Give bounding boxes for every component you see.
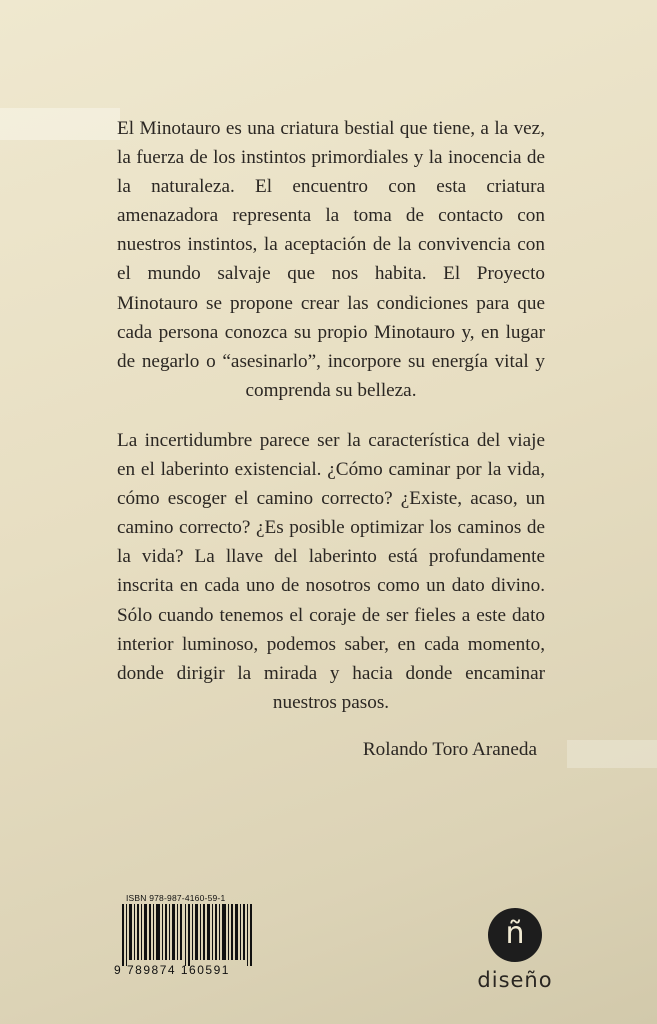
publisher-name: diseño — [477, 968, 553, 992]
isbn-label: ISBN 978-987-4160-59-1 — [126, 893, 226, 903]
barcode-bars-icon — [122, 904, 258, 966]
light-glare — [567, 740, 657, 768]
barcode-digits: 9 789874 160591 — [114, 963, 230, 977]
publisher-logo-icon — [488, 908, 542, 962]
synopsis-paragraph-2: La incertidumbre parece ser la característica del viaje en el laberinto existencial. ¿Cómo caminar por la vida, cómo escoger el camino correcto? ¿Existe, acaso, un camino correcto? ¿Es posible optimizar los caminos de la vida? La llave del laberinto está profundamente inscrita en cada uno de nosotros como un dato divino. Sólo cuando tenemos el coraje de ser fieles a este dato interior luminoso, podemos saber, en cada momento, donde dirigir la mirada y hacia donde encaminar nuestros pasos. — [117, 430, 545, 713]
synopsis-paragraph-1: El Minotauro es una criatura bestial que tiene, a la vez, la fuerza de los instintos primordiales y la inocencia de la naturaleza. El encuentro con esta criatura amenazadora representa la toma de contacto con nuestros instintos, la aceptación de la convivencia con el mundo salvaje que nos habita. El Proyecto Minotauro se propone crear las condiciones para que cada persona conozca su propio Minotauro y, en lugar de negarlo o “asesinarlo”, incorpore su energía vital y comprenda su belleza. — [117, 118, 545, 401]
publisher-logo-block — [470, 908, 560, 992]
publisher-logo-glyph: ñ — [505, 916, 525, 951]
author-name: Rolando Toro Araneda — [362, 739, 537, 760]
isbn-barcode — [112, 893, 262, 983]
light-glare — [0, 108, 120, 140]
